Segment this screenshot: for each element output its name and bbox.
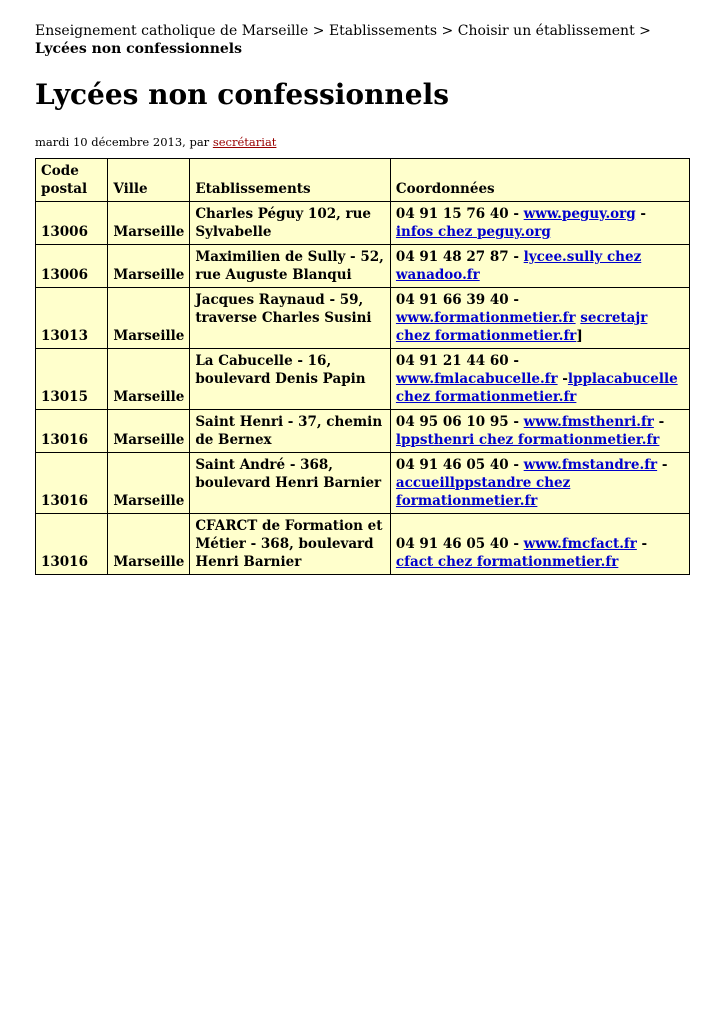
cell-coordonnees — [390, 202, 689, 245]
breadcrumb-separator: > — [639, 23, 651, 39]
phone-number: 04 91 15 76 40 - — [395, 206, 519, 222]
cell-etablissement: Saint André - 368, boulevard Henri Barnier — [190, 453, 391, 514]
cell-ville: Marseille — [108, 202, 190, 245]
email-link[interactable]: secretajr chez formationmetier.fr — [395, 310, 648, 344]
breadcrumb-item[interactable]: Enseignement catholique de Marseille — [35, 23, 309, 39]
website-link[interactable]: lycee.sully chez wanadoo.fr — [395, 249, 642, 283]
website-link[interactable]: www.fmstandre.fr — [523, 457, 658, 473]
table-row — [36, 245, 690, 288]
phone-number: 04 95 06 10 95 - — [395, 414, 519, 430]
cell-ville: Marseille — [108, 514, 190, 575]
table-row — [36, 514, 690, 575]
website-link[interactable]: www.fmcfact.fr — [523, 536, 637, 552]
phone-number: 04 91 46 05 40 - — [395, 536, 519, 552]
table-row — [36, 202, 690, 245]
cell-etablissement: Jacques Raynaud - 59, traverse Charles Susini — [190, 288, 391, 349]
cell-ville: Marseille — [108, 453, 190, 514]
cell-etablissement: La Cabucelle - 16, boulevard Denis Papin — [190, 349, 391, 410]
cell-code-postal: 13006 — [36, 245, 108, 288]
author-link[interactable]: secrétariat — [212, 135, 277, 149]
link-separator: - — [635, 206, 651, 222]
cell-etablissement: Charles Péguy 102, rue Sylvabelle — [190, 202, 391, 245]
cell-coordonnees — [390, 288, 689, 349]
email-link[interactable]: infos chez peguy.org — [395, 224, 551, 240]
cell-coordonnees — [390, 514, 689, 575]
cell-ville: Marseille — [108, 288, 190, 349]
table-row — [36, 453, 690, 514]
table-header-row — [36, 159, 690, 202]
cell-ville: Marseille — [108, 349, 190, 410]
website-link[interactable]: www.fmsthenri.fr — [523, 414, 654, 430]
cell-coordonnees — [390, 453, 689, 514]
email-link[interactable]: cfact chez formationmetier.fr — [395, 554, 619, 570]
cell-etablissement: Saint Henri - 37, chemin de Bernex — [190, 410, 391, 453]
breadcrumb-separator: > — [441, 23, 454, 39]
page-title: Lycées non confessionnels — [35, 78, 449, 111]
schools-table — [35, 158, 690, 575]
email-link[interactable]: lpplacabucelle chez formationmetier.fr — [395, 371, 678, 405]
breadcrumb-item[interactable]: Choisir un établissement — [457, 23, 635, 39]
link-separator: - — [653, 414, 669, 430]
cell-ville: Marseille — [108, 245, 190, 288]
header-etablissements: Etablissements — [190, 159, 391, 202]
phone-number: 04 91 66 39 40 - — [395, 292, 519, 308]
cell-ville: Marseille — [108, 410, 190, 453]
cell-code-postal: 13015 — [36, 349, 108, 410]
phone-number: 04 91 46 05 40 - — [395, 457, 519, 473]
table-row — [36, 288, 690, 349]
article-meta — [35, 135, 690, 149]
publication-date: mardi 10 décembre 2013, par — [35, 135, 210, 149]
header-coordonnees: Coordonnées — [390, 159, 689, 202]
email-link[interactable]: lppsthenri chez formationmetier.fr — [395, 432, 660, 448]
header-code-postal: Code postal — [36, 159, 108, 202]
cell-code-postal: 13016 — [36, 514, 108, 575]
cell-etablissement: Maximilien de Sully - 52, rue Auguste Blanqui — [190, 245, 391, 288]
cell-etablissement: CFARCT de Formation et Métier - 368, boulevard Henri Barnier — [190, 514, 391, 575]
website-link[interactable]: www.peguy.org — [523, 206, 636, 222]
breadcrumb-separator: > — [312, 23, 325, 39]
header-ville: Ville — [108, 159, 190, 202]
table-row — [36, 349, 690, 410]
cell-coordonnees — [390, 349, 689, 410]
table-row — [36, 410, 690, 453]
article — [35, 22, 690, 575]
breadcrumb-item[interactable]: Etablissements — [328, 23, 438, 39]
cell-code-postal: 13006 — [36, 202, 108, 245]
website-link[interactable]: www.formationmetier.fr — [395, 310, 576, 326]
phone-number: 04 91 48 27 87 - — [395, 249, 519, 265]
cell-code-postal: 13013 — [36, 288, 108, 349]
cell-coordonnees — [390, 410, 689, 453]
website-link[interactable]: www.fmlacabucelle.fr — [395, 371, 558, 387]
breadcrumb — [35, 22, 690, 58]
cell-code-postal: 13016 — [36, 410, 108, 453]
link-separator: - — [657, 457, 673, 473]
link-separator: - — [636, 536, 652, 552]
cell-coordonnees — [390, 245, 689, 288]
link-separator: - — [557, 371, 568, 387]
breadcrumb-current: Lycées non confessionnels — [35, 41, 242, 57]
cell-code-postal: 13016 — [36, 453, 108, 514]
link-suffix: ] — [576, 328, 583, 344]
phone-number: 04 91 21 44 60 - — [395, 353, 519, 369]
email-link[interactable]: accueillppstandre chez formationmetier.fr — [395, 475, 571, 509]
